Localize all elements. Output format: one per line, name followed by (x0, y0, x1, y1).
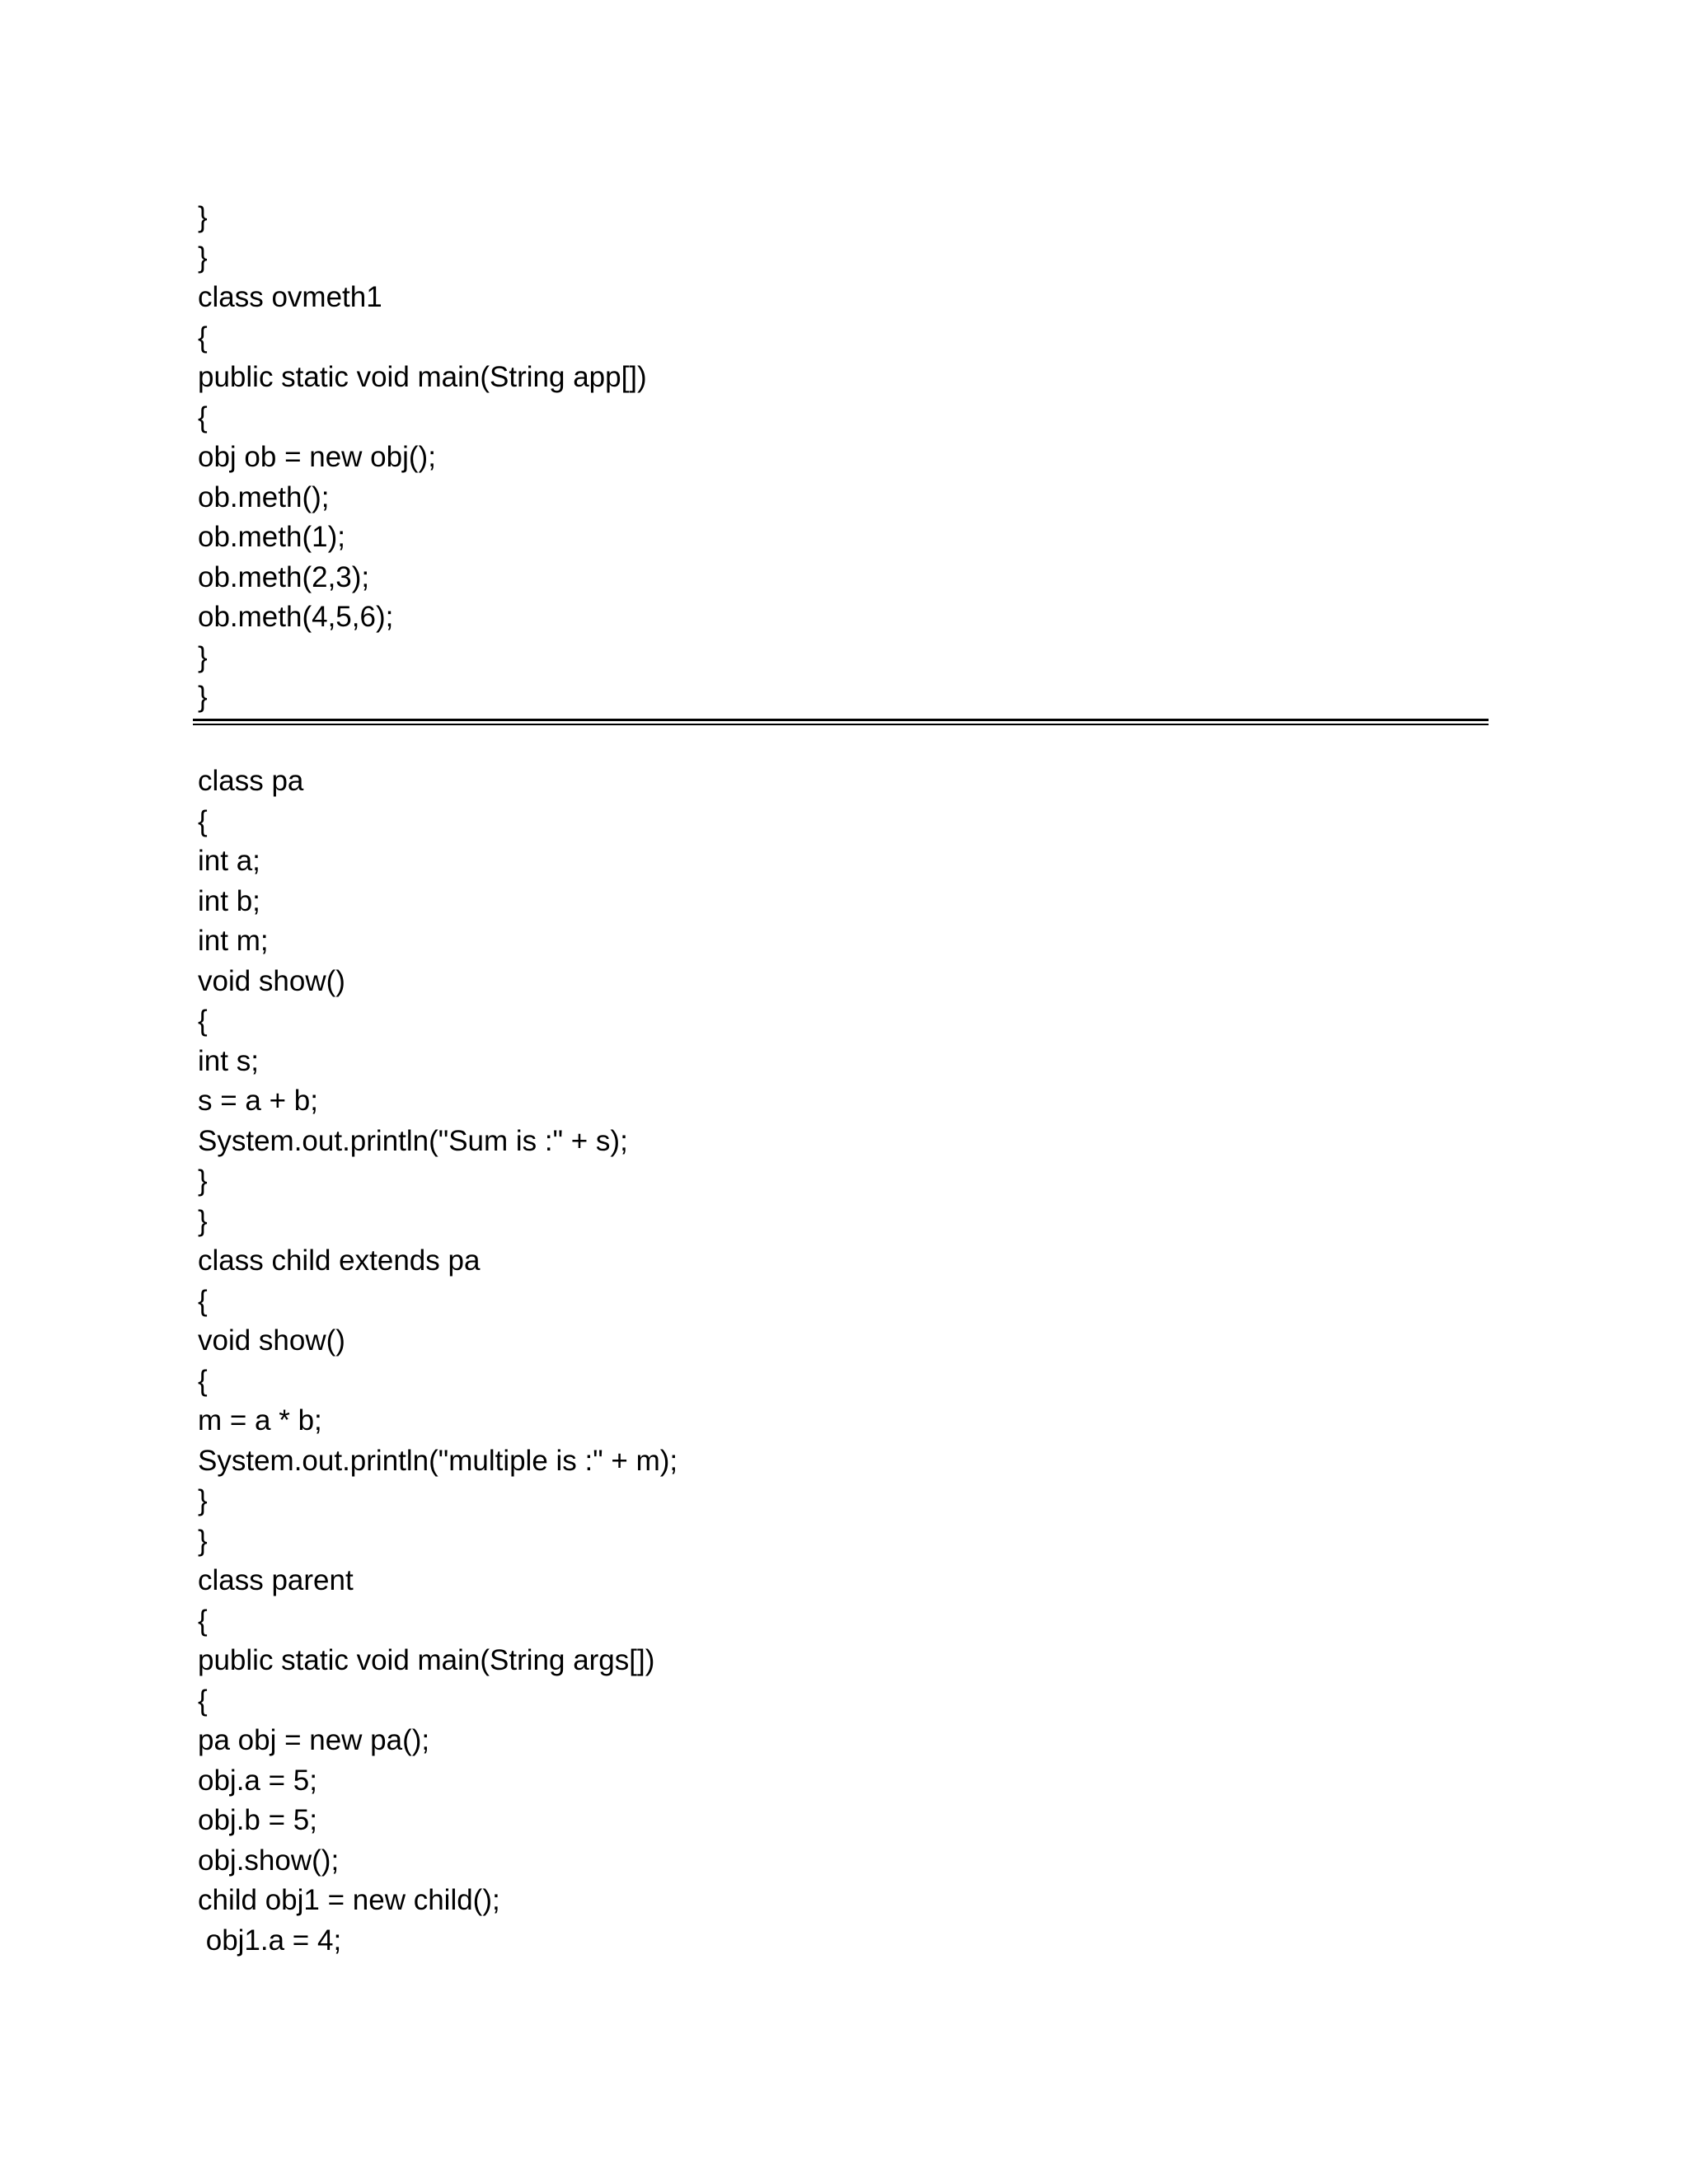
code-line: obj.show(); (198, 1844, 340, 1877)
code-line: } (198, 1165, 208, 1197)
code-line: obj ob = new obj(); (198, 441, 436, 473)
code-line: class parent (198, 1564, 354, 1596)
code-line: pa obj = new pa(); (198, 1724, 430, 1756)
code-line: public static void main(String args[]) (198, 1644, 655, 1676)
code-line: { (198, 321, 208, 354)
code-block-top (198, 198, 647, 718)
code-line: } (198, 640, 208, 673)
code-line: { (198, 1684, 208, 1717)
code-line: int m; (198, 925, 269, 957)
code-line: } (198, 201, 208, 233)
code-line: class child extends pa (198, 1244, 481, 1277)
code-line: { (198, 1364, 208, 1397)
code-line: int a; (198, 845, 260, 877)
divider-rule-upper (193, 719, 1489, 721)
code-line: m = a * b; (198, 1404, 322, 1436)
code-line: ob.meth(2,3); (198, 560, 370, 593)
code-line: { (198, 1284, 208, 1317)
code-line: class ovmeth1 (198, 281, 382, 313)
code-line: } (198, 241, 208, 274)
section-divider (193, 719, 1489, 725)
code-line: System.out.println("Sum is :" + s); (198, 1124, 628, 1157)
code-line: } (198, 681, 208, 713)
code-line: class pa (198, 765, 304, 797)
code-line: { (198, 401, 208, 434)
code-line: ob.meth(1); (198, 521, 345, 553)
code-line: void show() (198, 964, 345, 997)
code-block-bottom (198, 762, 678, 1961)
code-line: s = a + b; (198, 1085, 318, 1117)
code-line: } (198, 1204, 208, 1237)
divider-rule-lower (193, 724, 1489, 726)
code-line: obj.a = 5; (198, 1764, 317, 1797)
code-line: { (198, 804, 208, 837)
code-line: int b; (198, 884, 260, 917)
code-line: { (198, 1604, 208, 1637)
code-line: ob.meth(4,5,6); (198, 601, 394, 633)
code-line: child obj1 = new child(); (198, 1884, 500, 1916)
code-line: int s; (198, 1044, 259, 1077)
code-line: { (198, 1005, 208, 1037)
code-line: ob.meth(); (198, 480, 330, 513)
code-line: public static void main(String app[]) (198, 361, 647, 393)
code-line: } (198, 1524, 208, 1557)
code-line: obj.b = 5; (198, 1804, 317, 1836)
code-line: System.out.println("multiple is :" + m); (198, 1444, 678, 1477)
code-line: obj1.a = 4; (198, 1924, 342, 1957)
code-line: } (198, 1484, 208, 1516)
code-line: void show() (198, 1324, 345, 1357)
